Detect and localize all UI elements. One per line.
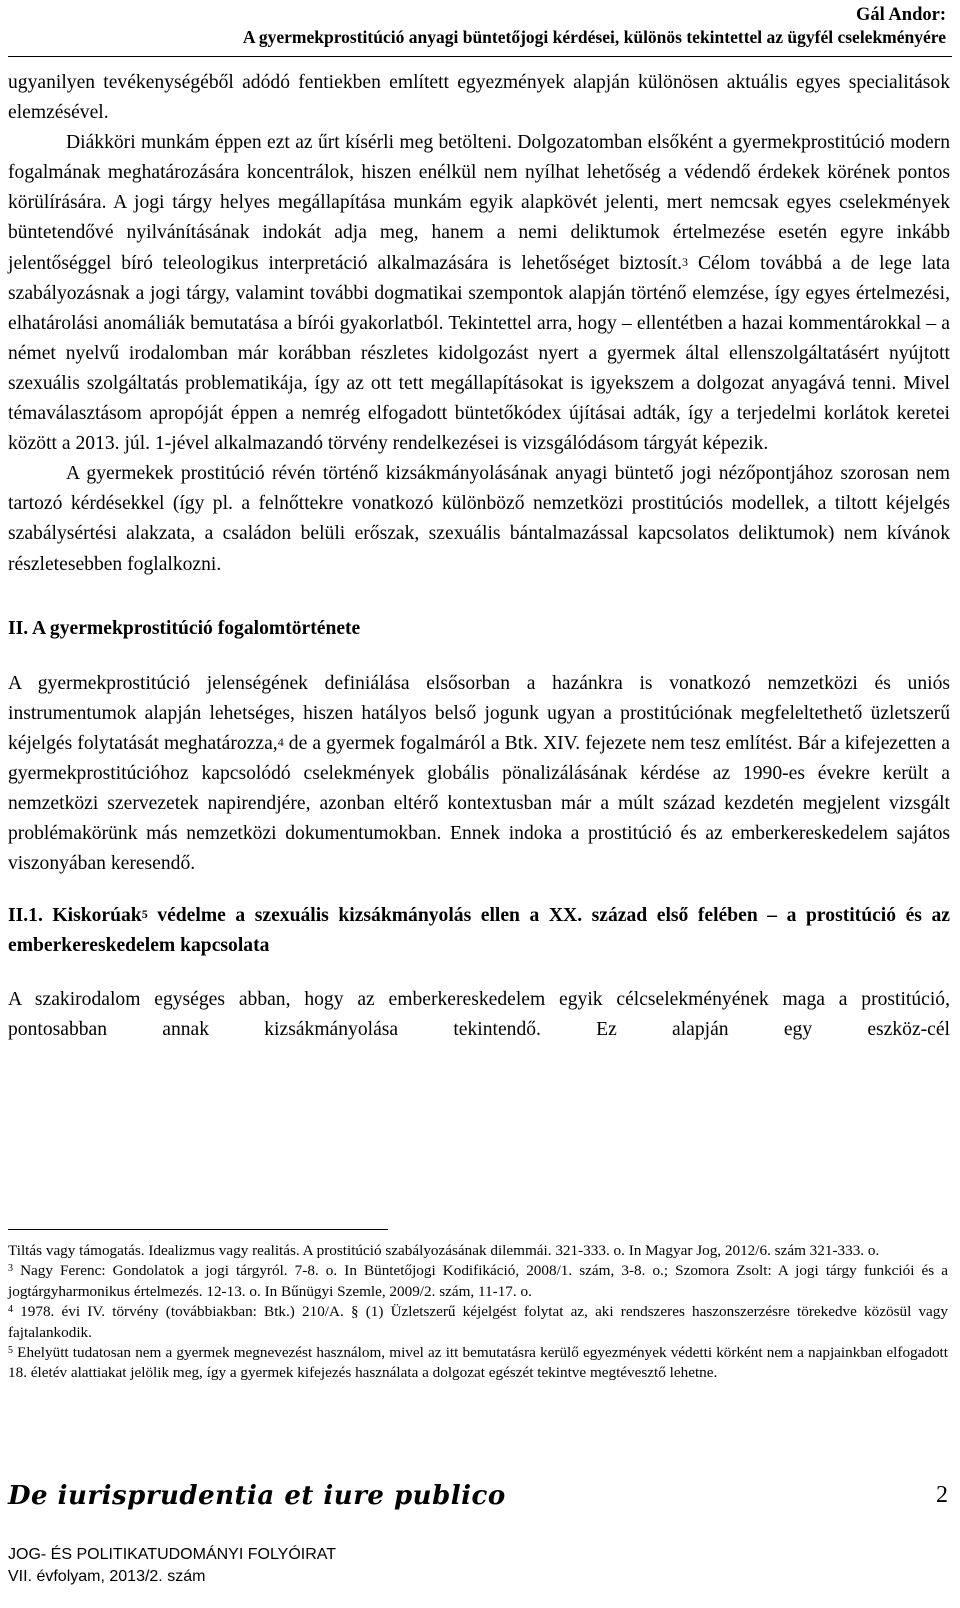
- subsection-heading: [8, 901, 950, 961]
- footnote-continuation: Tiltás vagy támogatás. Idealizmus vagy realitás. A prostitúció szabályozásának dilemmái. 321-333. o. In Magyar Jog, 2012/6. szám 321-333. o.: [8, 1242, 880, 1259]
- footnote-text: Ehelyütt tudatosan nem a gyermek megnevezést használom, mivel az itt bemutatásra kerülő egyezmények védetti körként nem a napjainkban elfogadott 18. életév alattiakat jelölik meg, így a gyermek kifejezés használata a dolgozat egészét tekintve megtévesztő lehetne.: [8, 1344, 948, 1382]
- footnote-text: 1978. évi IV. törvény (továbbiakban: Btk.) 210/A. § (1) Üzletszerű kéjelgést folytat az, aki rendszeres haszonszerzésre törekedve közösül vagy fajtalankodik.: [8, 1303, 948, 1341]
- footnote-number: 4: [8, 1304, 13, 1316]
- footnote-text: Nagy Ferenc: Gondolatok a jogi tárgyról. 7-8. o. In Büntetőjogi Kodifikáció, 2008/1. szám, 3-8. o.; Szomora Zsolt: A jogi tárgy funkciói és a jogtárgyharmonikus értelmezés. 12-13. o. In Bűnügyi Szemle, 2009/2. szám, 11-17. o.: [8, 1262, 948, 1300]
- header-title: A gyermekprostitúció anyagi büntetőjogi kérdései, különös tekintettel az ügyfél cselekményére: [242, 27, 946, 47]
- paragraph: ugyanilyen tevékenységéből adódó fentiekben említett egyezmények alapján különösen aktuális egyes specialitások elemzésével.: [8, 72, 950, 124]
- footnote-number: 3: [8, 1263, 13, 1275]
- running-header: [14, 4, 946, 48]
- paragraph-text: A gyermekprostitúció jelenségének definiálása elsősorban a hazánkra is vonatkozó nemzetközi és uniós instrumentumok alapján lehetséges, hiszen hatályos belső jogunk ugyan a prostitúciónak megfeleltethető üzletszerű kéjelgés folytatását meghatározza,: [8, 672, 950, 754]
- subsection-heading-text: II.1. Kiskorúak: [8, 905, 142, 927]
- paragraph: A gyermekek prostitúció révén történő kizsákmányolásának anyagi büntető jogi nézőpontjához szorosan nem tartozó kérdésekkel (így pl. a felnőttekre vonatkozó különböző nemzetközi prostitúciós modellek, a tiltott kéjelgés szabálysértési alakzata, a családon belüli erőszak, szexuális bántalmazással kapcsolatos deliktumok) nem kívánok részletesebben foglalkozni.: [8, 463, 950, 575]
- paragraph-text: Célom továbbá a de lege lata szabályozásnak a jogi tárgy, valamint további dogmatikai szempontok alapján történő elemzése, így egyes értelmezési, elhatárolási anomáliák bemutatása a bírói gyakorlatból. Tekintettel arra, hogy – ellentétben a hazai kommentárokkal – a német nyelvű irodalomban már korábban részletes kidolgozást nyert a gyermek által ellenszolgáltatásért nyújtott szexuális szolgáltatás problematikája, így az ott tett megállapításokat is igyekszem a dolgozat anyagává tenni. Mivel témaválasztásom apropóját éppen a nemrég elfogadott büntetőkódex újításai adták, így a terjedelmi korlátok keretei között a 2013. júl. 1-jével alkalmazandó törvény rendelkezései is vizsgálódásom tárgyát képezik.: [8, 252, 950, 455]
- header-author: Gál Andor:: [856, 5, 946, 25]
- journal-logo: De iurisprudentia et iure publico: [8, 1481, 506, 1511]
- main-text: [8, 68, 950, 1045]
- footnote: [8, 1302, 948, 1343]
- header-rule: [8, 56, 952, 57]
- section-heading: II. A gyermekprostitúció fogalomtörténete: [8, 617, 361, 639]
- footnote-ref[interactable]: 4: [277, 734, 284, 749]
- paragraph: [8, 128, 950, 459]
- paragraph: [8, 669, 950, 880]
- footnote-ref[interactable]: 5: [141, 907, 148, 922]
- footnote: [8, 1343, 948, 1384]
- page-number: 2: [936, 1482, 948, 1508]
- footnote-ref[interactable]: 3: [682, 254, 689, 269]
- footnote: [8, 1261, 948, 1302]
- paragraph-text: Diákköri munkám éppen ezt az űrt kísérli meg betölteni. Dolgozatomban elsőként a gyermekprostitúció modern fogalmának meghatározására koncentrálok, hiszen enélkül nem nyílhat lehetőség a védendő érdekek körének pontos körülírására. A jogi tárgy helyes megállapítása munkám egyik alapkövét jelenti, mert nemcsak egyes cselekmények büntetendővé nyilvánításának indokát adja meg, hanem a nemi deliktumok értelmezése esetén egyre inkább jelentőséggel bíró teleologikus interpretáció alkalmazására is lehetőséget biztosít.: [8, 132, 950, 274]
- footnote-number: 5: [8, 1345, 13, 1357]
- journal-issue: VII. évfolyam, 2013/2. szám: [8, 1568, 206, 1585]
- journal-name: JOG- ÉS POLITIKATUDOMÁNYI FOLYÓIRAT: [8, 1546, 337, 1563]
- subsection-heading-text: védelme a szexuális kizsákmányolás ellen a XX. század első felében – a prostitúció és az emberkereskedelem kapcsolata: [8, 905, 950, 957]
- footnote-rule: [8, 1229, 388, 1230]
- footnotes: [8, 1241, 948, 1384]
- journal-info: [8, 1544, 336, 1588]
- paragraph-text: de a gyermek fogalmáról a Btk. XIV. fejezete nem tesz említést. Bár a kifejezetten a gyermekprostitúcióhoz kapcsolódó cselekmények globális pönalizálásának kérdése az 1990-es évekre került a nemzetközi szervezetek napirendjére, azonban eltérő kontextusban már a múlt század kezdetén megjelent vizsgált problémakörünk más nemzetközi dokumentumokban. Ennek indoka a prostitúció és az emberkereskedelem sajátos viszonyában keresendő.: [8, 732, 951, 875]
- paragraph: A szakirodalom egységes abban, hogy az emberkereskedelem egyik célcselekményének maga a prostitúció, pontosabban annak kizsákmányolása tekintendő. Ez alapján egy eszköz-cél: [8, 988, 950, 1040]
